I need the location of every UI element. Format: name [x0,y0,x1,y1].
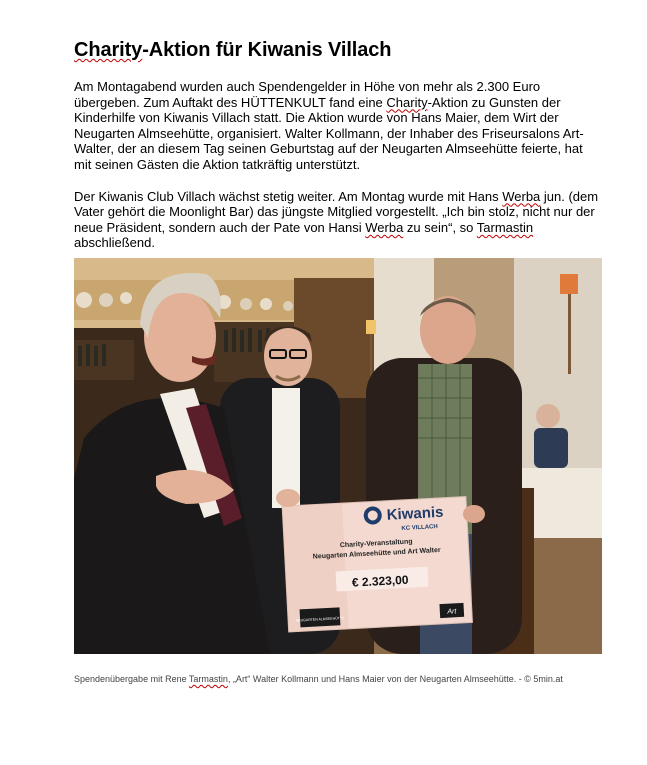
cheque-line1: Charity-Veranstaltung [339,538,413,550]
text-run: Der Kiwanis Club Villach wächst stetig weiter. Am Montag wurde mit Hans [74,188,503,204]
cheque-amount: € 2.323,00 [351,572,409,590]
art-walter-logo-text: Art [447,608,457,616]
text-run: zu sein“, so [403,219,477,235]
cheque-line2: Neugarten Almseehütte und Art Walter [312,546,441,561]
paragraph-1 [74,79,602,173]
spellcheck-word: Werba [365,219,404,235]
text-run: Spendenübergabe mit Rene [74,674,189,684]
paragraph-2 [74,189,602,251]
text-run: Am Montagabend wurden auch Spendengelder in Höhe von mehr als 2.300 Euro übergeben. Zum Auftakt des HÜTTENKULT fand eine [74,79,541,110]
almseehuette-logo-text: NEUGARTEN ALMSEEHÜTTE [295,616,345,623]
event-photo [74,258,602,654]
text-run: abschließend. [74,235,155,251]
text-run: -Aktion zu Gunsten der Kinderhilfe von Kiwanis Villach statt. Die Aktion wurde von Hans Maier, dem Wirt der Neugarten Almseehütte, organisiert. Walter Kollmann, der Inhaber des Friseursalons Art-Walter, der an diesem Tag seinen Geburtstag auf der Neugarten Almseehütte feierte, hat mit seinen Gästen die Aktion tatkräftig unterstützt. [74,94,584,172]
spellcheck-word: Charity [386,94,428,110]
spellcheck-word: Werba [502,188,541,204]
spellcheck-word: Tarmastin [188,674,228,684]
article [74,38,602,251]
photo-illustration [74,258,602,654]
title-spellcheck-word: Charity [74,39,143,61]
spellcheck-word: Tarmastin [476,219,534,235]
text-run: , „Art“ Walter Kollmann und Hans Maier von der Neugarten Almseehütte. - © 5min.at [227,674,563,684]
article-title [74,38,602,62]
cheque-brand: Kiwanis [386,503,444,524]
cheque-club: KC VILLACH [401,524,438,532]
text-run: jun. (dem Vater gehört die Moonlight Bar) das jüngste Mitglied vorgestellt. „Ich bin stolz, nicht nur der neue Präsident, sondern auch der Pate von Hansi [74,188,599,235]
title-rest: -Aktion für Kiwanis Villach [142,39,392,61]
photo-caption [74,673,574,685]
charity-cheque [282,497,472,632]
